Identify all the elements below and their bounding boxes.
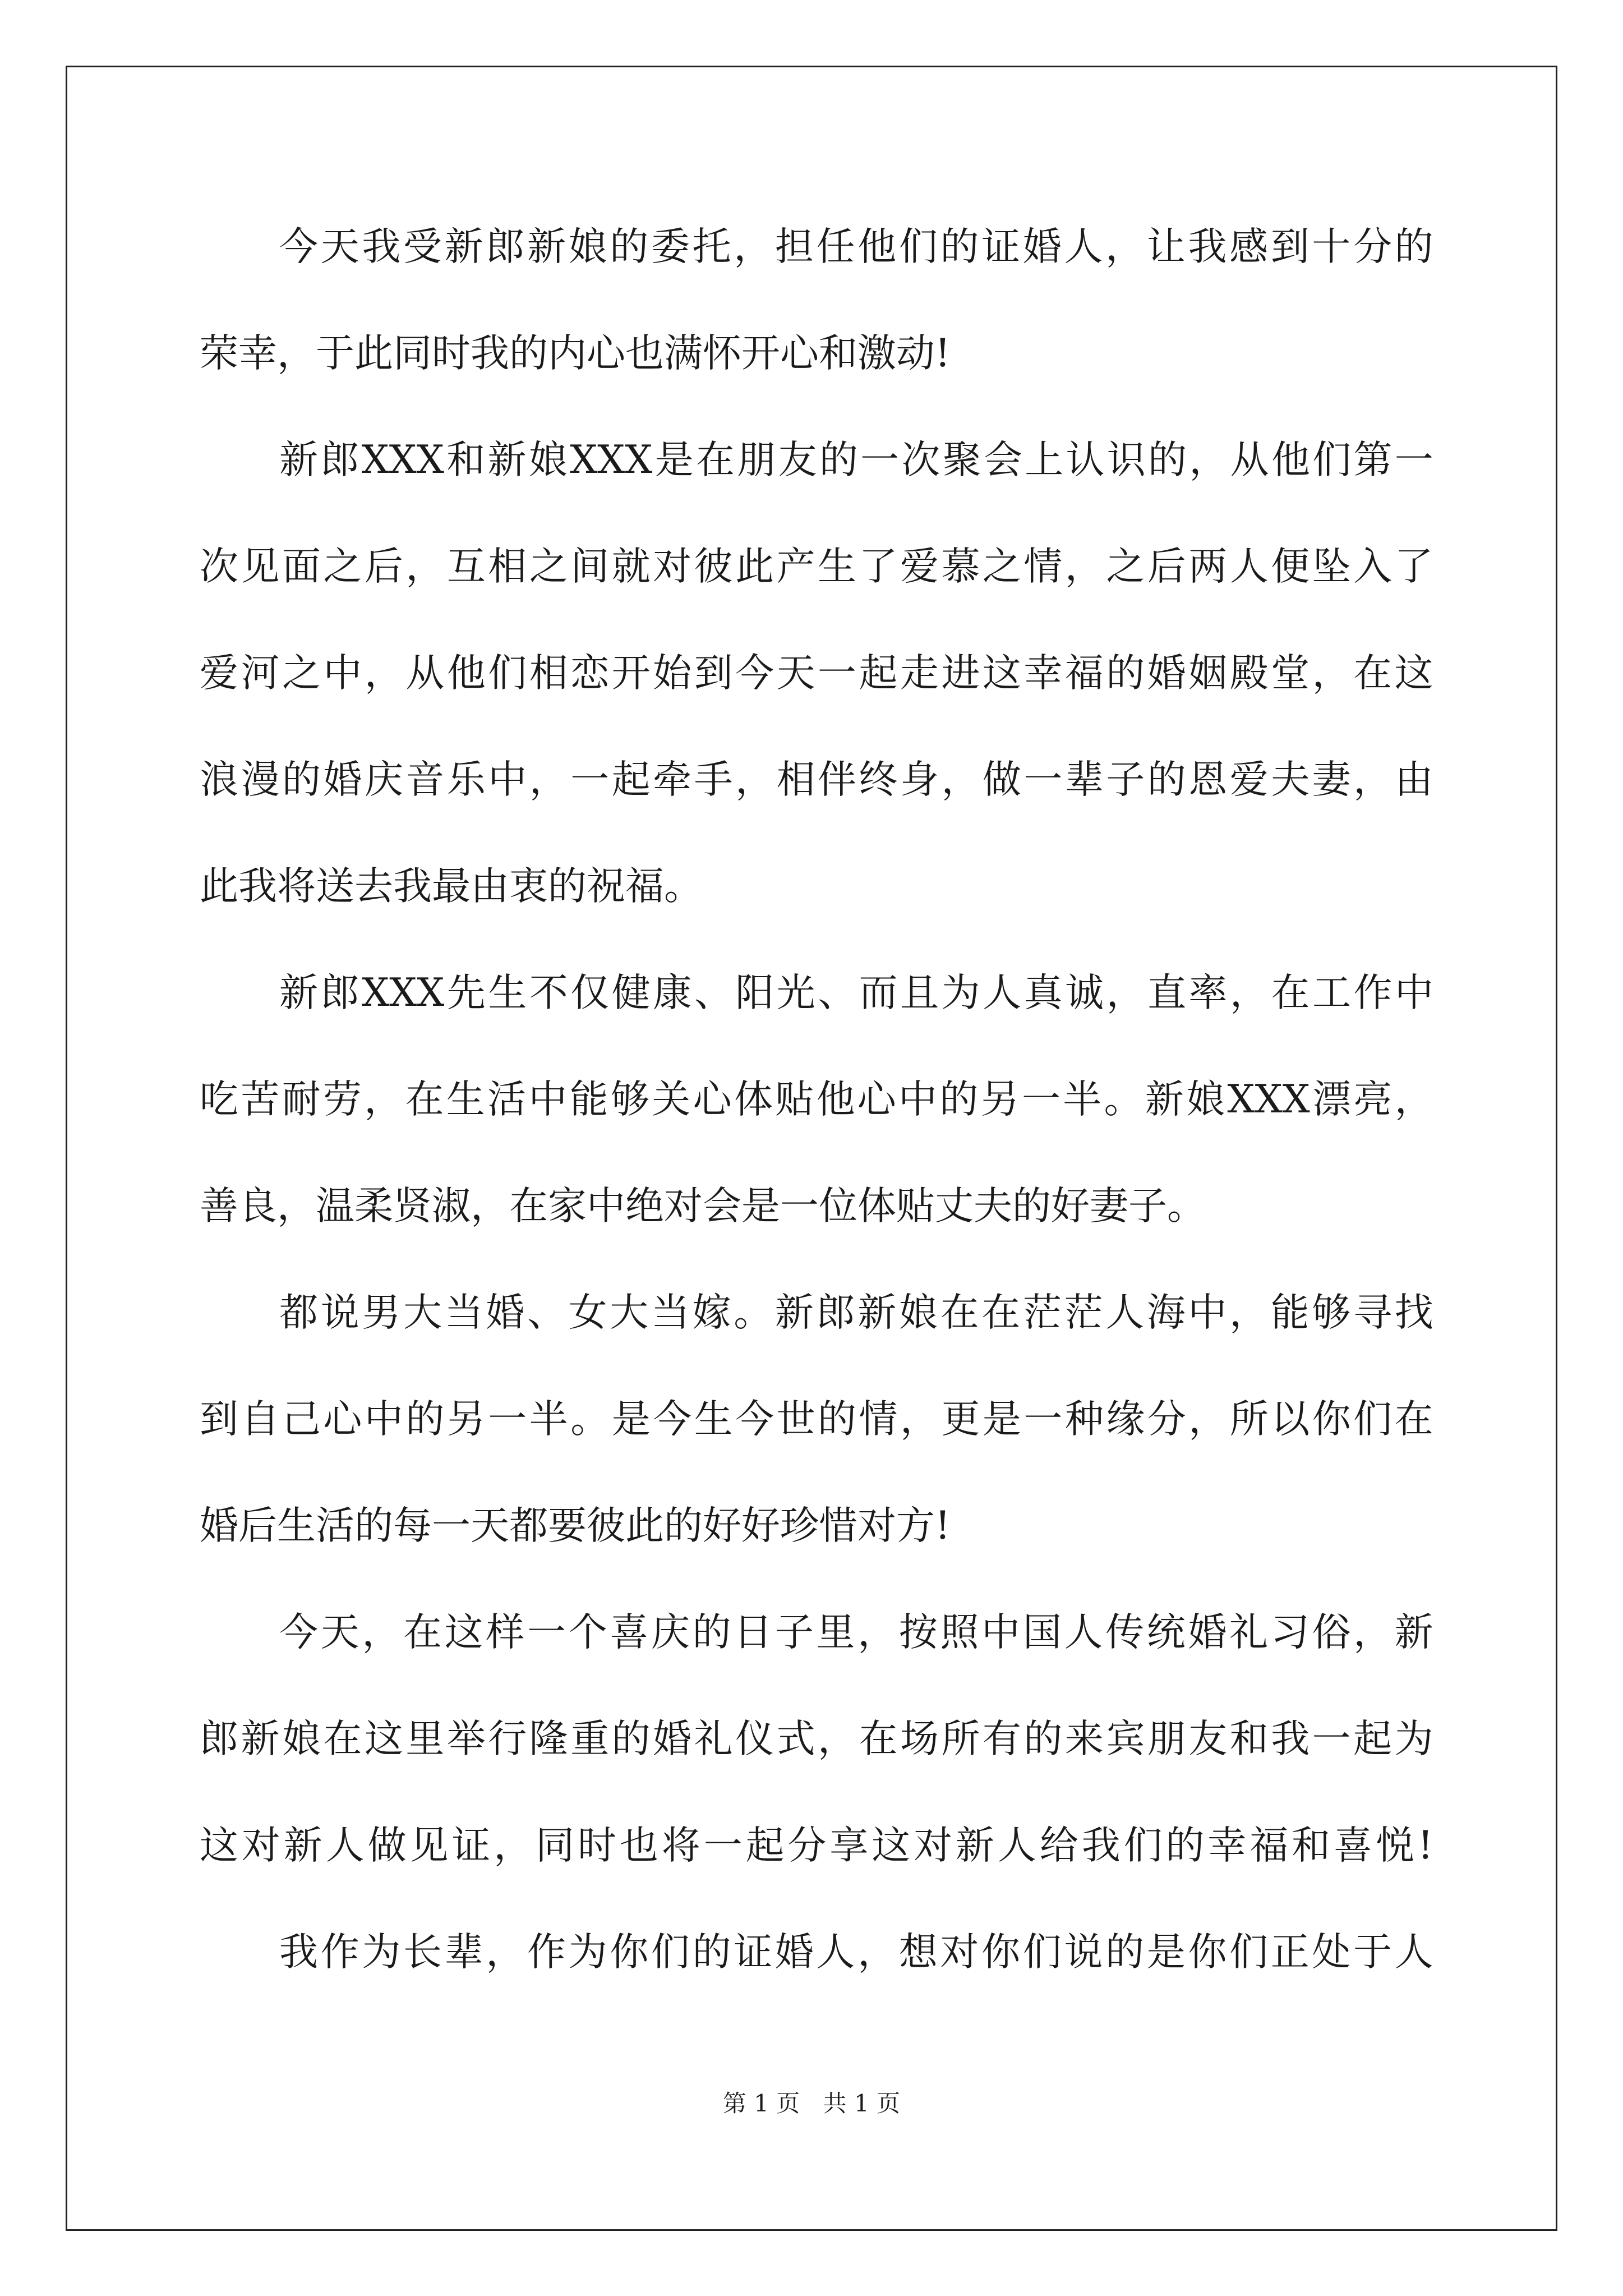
paragraph-line: 今 天 ， 在 这 样 一 个 喜 庆 的 日 子 里 ， 按 照 中 国 人 传 统 婚 礼 习 俗 ， 新 [279, 1610, 1433, 1655]
paragraph-line: 都 说 男 大 当 婚 、 女 大 当 嫁 。 新 郎 新 娘 在 在 茫 茫 人 海 中 ， 能 够 寻 找 [279, 1290, 1433, 1335]
paragraph-line: 新 郎 XXX 先 生 不 仅 健 康 、 阳 光 、 而 且 为 人 真 诚 ， 直 率 ， 在 工 作 中 [279, 970, 1433, 1015]
paragraph-line: 郎 新 娘 在 这 里 举 行 隆 重 的 婚 礼 仪 式 ， 在 场 所 有 的 来 宾 朋 友 和 我 一 起 为 [200, 1717, 1433, 1761]
paragraph-line: 吃 苦 耐 劳 ， 在 生 活 中 能 够 关 心 体 贴 他 心 中 的 另 一 半 。 新 娘 XXX 漂 亮 ， [200, 1077, 1433, 1122]
paragraph-line: 婚后生活的每一天都要彼此的好好珍惜对方! [200, 1503, 951, 1548]
paragraph-line: 爱 河 之 中 ， 从 他 们 相 恋 开 始 到 今 天 一 起 走 进 这 幸 福 的 婚 姻 殿 堂 ， 在 这 [200, 651, 1433, 696]
paragraph-line: 浪 漫 的 婚 庆 音 乐 中 ， 一 起 牵 手 ， 相 伴 终 身 ， 做 一 辈 子 的 恩 爱 夫 妻 ， 由 [200, 757, 1433, 802]
paragraph-line: 善良，温柔贤淑，在家中绝对会是一位体贴丈夫的好妻子。 [200, 1184, 1206, 1228]
paragraph-line: 这 对 新 人 做 见 证 ， 同 时 也 将 一 起 分 享 这 对 新 人 给 我 们 的 幸 福 和 喜 悦 ! [200, 1823, 1433, 1868]
paragraph-line: 次 见 面 之 后 ， 互 相 之 间 就 对 彼 此 产 生 了 爱 慕 之 情 ， 之 后 两 人 便 坠 入 了 [200, 544, 1433, 589]
page-footer [0, 2087, 1623, 2120]
page-border [66, 66, 1557, 2231]
paragraph-line: 今 天 我 受 新 郎 新 娘 的 委 托 ， 担 任 他 们 的 证 婚 人 ， 让 我 感 到 十 分 的 [279, 224, 1433, 269]
paragraph-line: 到 自 己 心 中 的 另 一 半 。 是 今 生 今 世 的 情 ， 更 是 一 种 缘 分 ， 所 以 你 们 在 [200, 1397, 1433, 1442]
paragraph-line: 此我将送去我最由衷的祝福。 [200, 864, 703, 909]
paragraph-line: 新 郎 XXX 和 新 娘 XXX 是 在 朋 友 的 一 次 聚 会 上 认 识 的 ， 从 他 们 第 一 [279, 438, 1433, 482]
page-total: 共 1 页 [823, 2090, 901, 2117]
paragraph-line: 我 作 为 长 辈 ， 作 为 你 们 的 证 婚 人 ， 想 对 你 们 说 的 是 你 们 正 处 于 人 [279, 1930, 1433, 1975]
paragraph-line: 荣幸，于此同时我的内心也满怀开心和激动! [200, 331, 951, 376]
page-number: 第 1 页 [722, 2090, 800, 2117]
